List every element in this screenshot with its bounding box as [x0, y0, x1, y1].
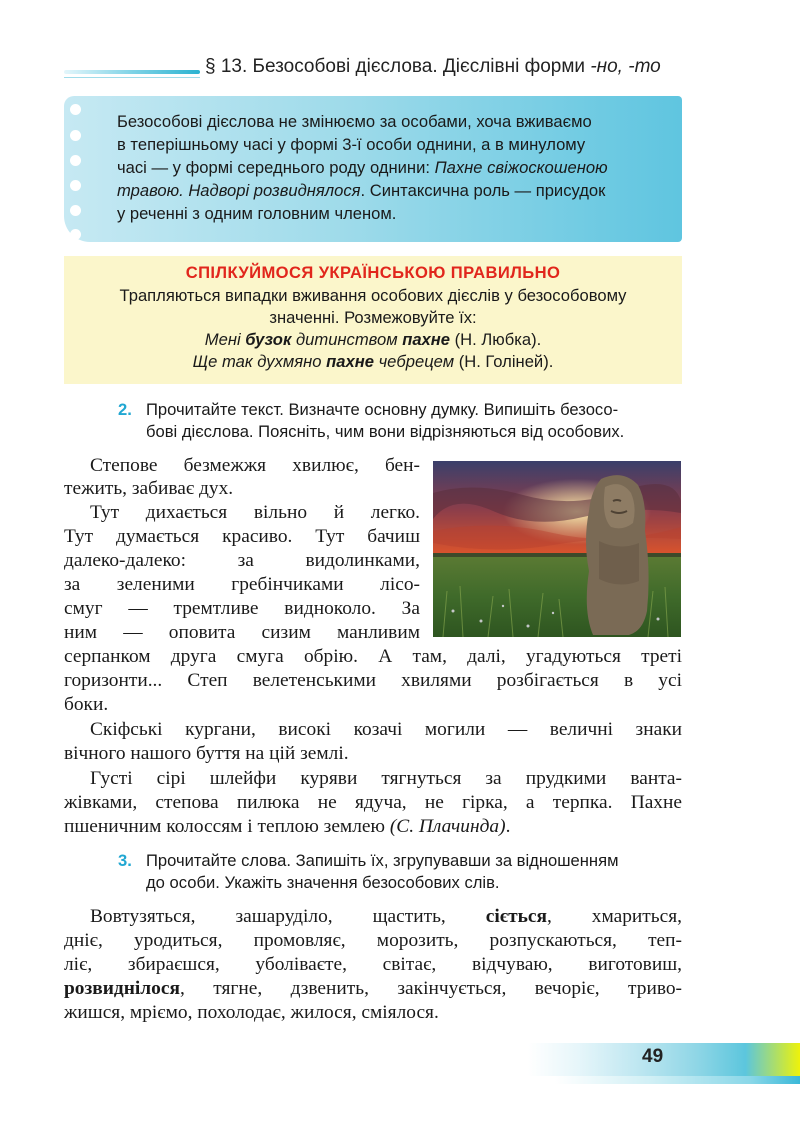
- rule-line: у реченні з одним головним членом.: [117, 204, 397, 223]
- rule-line: в теперішньому часі у формі 3-ї особи однини, а в минулому: [117, 135, 586, 154]
- section-title: [205, 56, 661, 78]
- text-line: Густі сірі шлейфи куряви тягнуться за прудкими ванта-: [90, 768, 682, 789]
- text-line: смуг — тремтливе видноколо. За: [64, 598, 420, 619]
- text-line: Скіфські кургани, високі козачі могили — величні знаки: [90, 719, 682, 740]
- example-text: дитинством: [291, 330, 403, 349]
- text-fragment: .: [505, 816, 511, 837]
- header-decor-line: [64, 70, 200, 74]
- example-keyword: пахне: [326, 352, 374, 371]
- binder-ring-icon: [70, 180, 81, 191]
- text-fragment: пшеничним колоссям і теплою землею: [64, 816, 390, 837]
- text-line: серпанком друга смуга обрію. А там, далі, угадуються треті: [64, 646, 682, 667]
- rule-line: [117, 158, 608, 178]
- task-instruction: до особи. Укажіть значення безособових слів.: [146, 873, 500, 892]
- binder-ring-icon: [70, 155, 81, 166]
- text-line: ним — оповита сизим манливим: [64, 622, 420, 643]
- text-line: горизонти... Степ велетенськими хвилями розбігається в усі: [64, 670, 682, 691]
- words-line: ліє, збираєшся, уболіваєте, світає, відчуваю, виготовиш,: [64, 954, 682, 975]
- example-source: (Н. Любка).: [450, 330, 542, 349]
- task-number: 3.: [118, 851, 132, 870]
- words-line: [64, 978, 682, 1000]
- binder-ring-icon: [70, 130, 81, 141]
- text-line: Степове безмежжя хвилює, бен-: [90, 455, 420, 476]
- example-keyword: бузок: [245, 330, 292, 349]
- task-instruction: бові дієслова. Поясніть, чим вони відрізняються від особових.: [146, 422, 625, 441]
- words-line: [90, 906, 682, 928]
- binder-ring-icon: [70, 205, 81, 216]
- words-bold: розвиднілося: [64, 978, 180, 999]
- text-line: за зеленими гребінчиками лісо-: [64, 574, 420, 595]
- text-line: тежить, забиває дух.: [64, 478, 234, 499]
- page-number: 49: [642, 1046, 664, 1067]
- task-number: 2.: [118, 400, 132, 419]
- text-line: далеко-далеко: за видолинками,: [64, 550, 420, 571]
- text-line: жівками, степова пилюка не ядуча, не гірка, а терпка. Пахне: [64, 792, 682, 813]
- rule-text: часі — у формі середнього роду однини:: [117, 158, 435, 177]
- binder-ring-icon: [70, 104, 81, 115]
- text-line: [64, 816, 510, 838]
- text-author: (С. Плачинда): [389, 816, 506, 837]
- speak-example: [64, 352, 682, 372]
- example-text: Мені: [204, 330, 246, 349]
- example-source: (Н. Голіней).: [454, 352, 554, 371]
- section-title-suffix: -но, -то: [590, 56, 661, 77]
- text-line: боки.: [64, 694, 109, 715]
- steppe-photo: [433, 461, 681, 637]
- rule-example: Пахне свіжоскошеною: [434, 158, 608, 177]
- words-bold: сіється: [485, 906, 547, 927]
- words-text: Вовтузяться, зашаруділо, щастить,: [90, 906, 486, 927]
- rule-line: [117, 181, 605, 201]
- text-line: Тут дихається вільно й легко.: [90, 502, 420, 523]
- example-text: Ще так духмяно: [192, 352, 327, 371]
- speak-line: Трапляються випадки вживання особових дієслів у безособовому: [119, 286, 627, 305]
- words-line: жишся, мріємо, похолодає, жилося, сміялося.: [64, 1002, 439, 1023]
- text-line: вічного нашого буття на цій землі.: [64, 743, 349, 764]
- example-text: чебрецем: [373, 352, 455, 371]
- speak-correctly-title: СПІЛКУЙМОСЯ УКРАЇНСЬКОЮ ПРАВИЛЬНО: [185, 263, 561, 282]
- words-text: , тягне, дзвенить, закінчується, вечоріє, триво-: [179, 978, 682, 999]
- speak-line: значенні. Розмежовуйте їх:: [269, 308, 477, 327]
- rule-text: . Синтаксична роль — присудок: [360, 181, 606, 200]
- rule-line: Безособові дієслова не змінюємо за особами, хоча вживаємо: [117, 112, 592, 131]
- footer-stripe: [528, 1043, 800, 1076]
- speak-example: [64, 330, 682, 350]
- words-text: , хмариться,: [546, 906, 682, 927]
- text-line: Тут думається красиво. Тут бачиш: [64, 526, 420, 547]
- section-title-text: § 13. Безособові дієслова. Дієслівні форми: [205, 56, 591, 77]
- task-instruction: Прочитайте слова. Запишіть їх, згрупувавши за відношенням: [146, 851, 619, 870]
- binder-ring-icon: [70, 229, 81, 240]
- photo-icon: [433, 461, 681, 637]
- task-instruction: Прочитайте текст. Визначте основну думку. Випишіть безосо-: [146, 400, 619, 419]
- example-keyword: пахне: [402, 330, 451, 349]
- header-decor-line-thin: [64, 77, 200, 78]
- footer-bar: [555, 1076, 800, 1084]
- words-line: дніє, уродиться, промовляє, морозить, розпускаються, теп-: [64, 930, 682, 951]
- rule-example: травою. Надворі розвиднялося: [117, 181, 361, 200]
